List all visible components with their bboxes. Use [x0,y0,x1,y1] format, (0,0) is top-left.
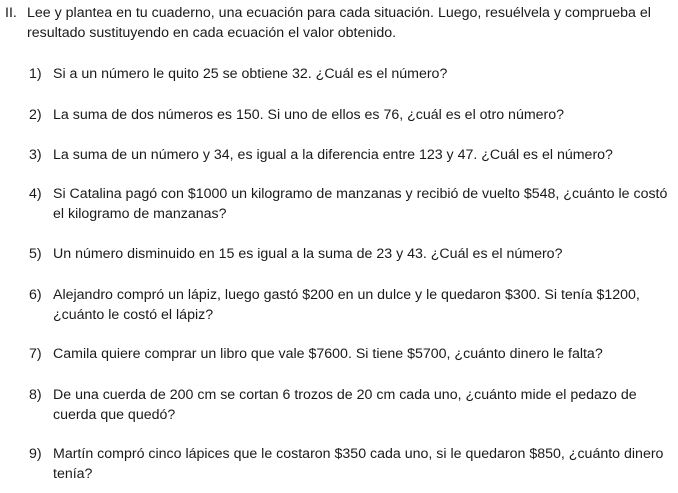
problem-number: 8) [29,387,42,403]
problem-text: Si a un número le quito 25 se obtiene 32. ¿Cuál es el número? [53,66,448,82]
problem-item-5 [29,244,669,264]
problem-number: 7) [29,346,42,362]
problem-number: 6) [29,287,42,303]
problem-number: 2) [29,107,42,123]
problem-number: 3) [29,147,42,163]
problem-item-1 [29,64,669,84]
problem-item-3 [29,145,669,165]
problem-text: Alejandro compró un lápiz, luego gastó $200 en un dulce y le quedaron $300. Si tenía $1200, ¿cuánto le costó el lápiz? [53,287,640,323]
problem-text: Camila quiere comprar un libro que vale $7600. Si tiene $5700, ¿cuánto dinero le falta? [53,346,603,362]
problem-text: La suma de dos números es 150. Si uno de ellos es 76, ¿cuál es el otro número? [53,107,565,123]
problem-number: 1) [29,66,42,82]
problem-text: Martín compró cinco lápices que le costaron $350 cada uno, si le quedaron $850, ¿cuánto dinero tenía? [53,446,664,482]
problem-item-6 [29,285,669,325]
problem-item-7 [29,344,669,364]
problem-item-9 [29,444,669,484]
instructions [5,3,670,43]
problem-text: Un número disminuido en 15 es igual a la suma de 23 y 43. ¿Cuál es el número? [53,246,563,262]
problem-item-4 [29,184,669,224]
problem-number: 9) [29,446,42,462]
section-number: II. [5,5,17,21]
instructions-text: Lee y plantea en tu cuaderno, una ecuación para cada situación. Luego, resuélvela y comprueba el resultado sustituyendo en cada ecuación el valor obtenido. [27,5,651,41]
problem-item-2 [29,105,669,125]
problem-text: Si Catalina pagó con $1000 un kilogramo de manzanas y recibió de vuelto $548, ¿cuánto le costó el kilogramo de manzanas? [53,186,668,222]
problem-text: La suma de un número y 34, es igual a la diferencia entre 123 y 47. ¿Cuál es el número? [53,147,613,163]
problem-item-8 [29,385,669,425]
problem-number: 4) [29,186,42,202]
problem-number: 5) [29,246,42,262]
problem-text: De una cuerda de 200 cm se cortan 6 trozos de 20 cm cada uno, ¿cuánto mide el pedazo de cuerda que quedó? [53,387,637,423]
